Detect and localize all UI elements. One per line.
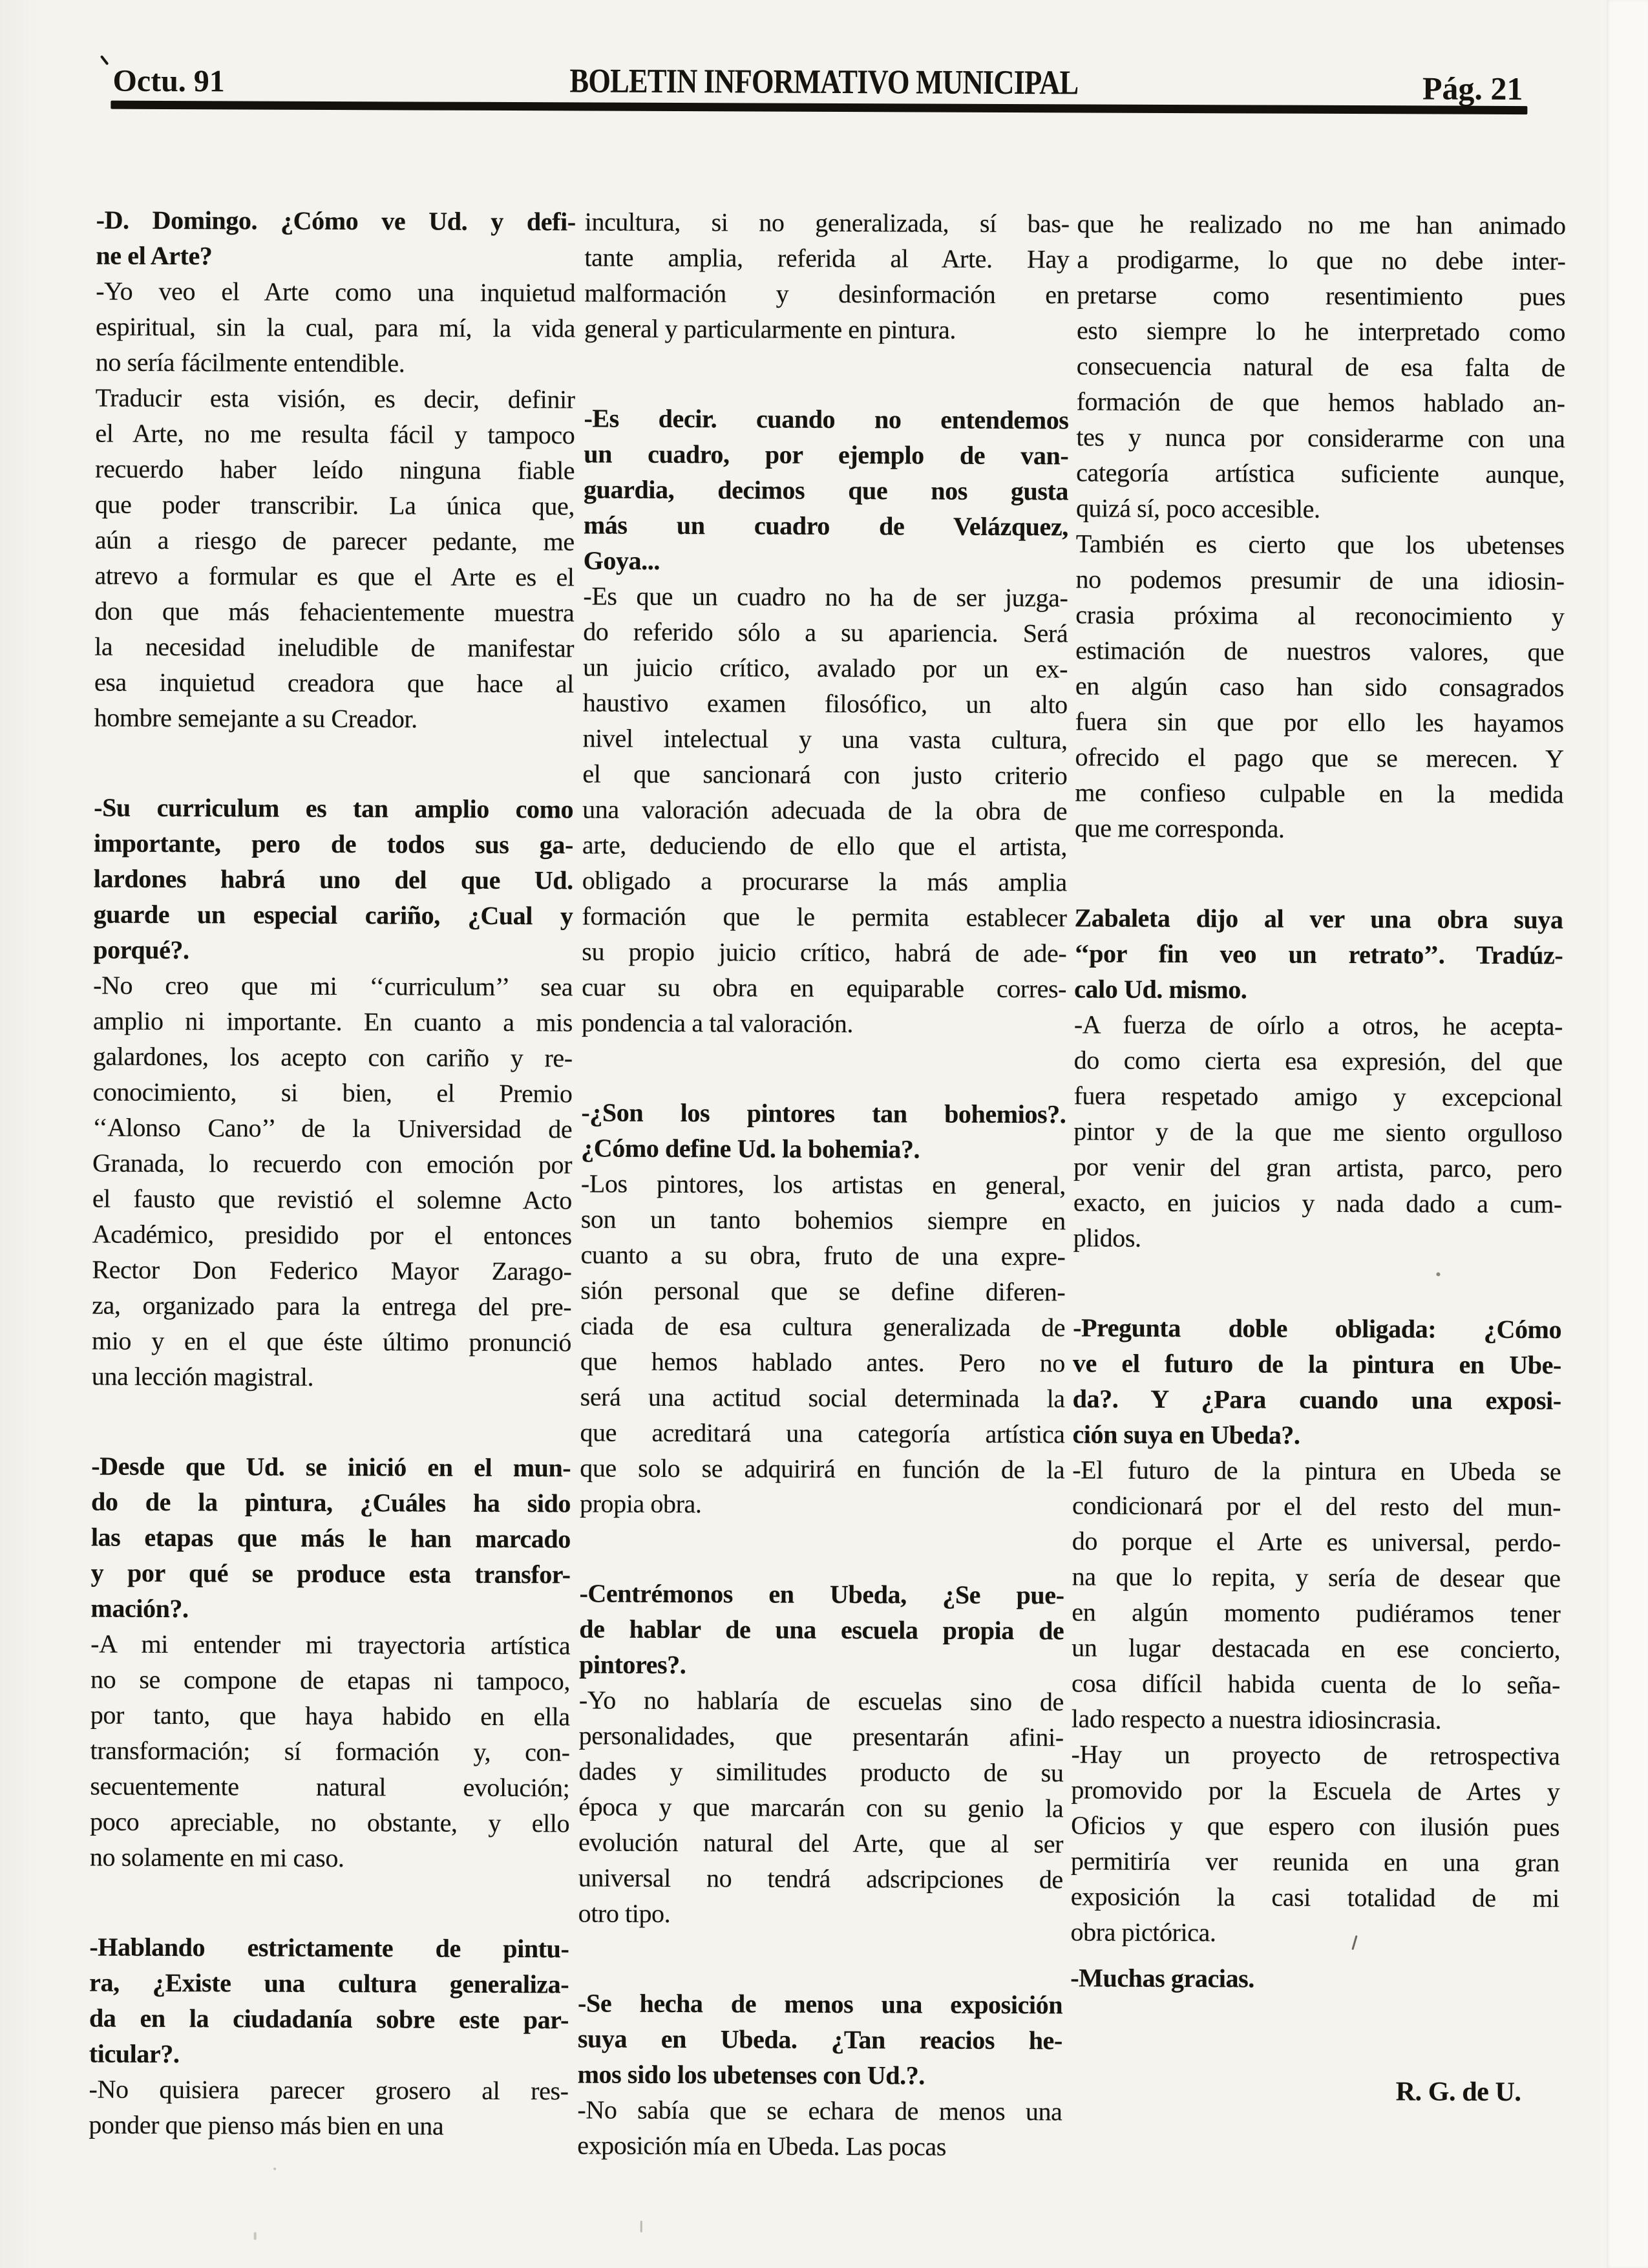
text-line: época y que marcarán con su genio la (578, 1792, 1064, 1823)
text-line: crasia próxima al reconocimiento y (1075, 600, 1565, 631)
text-line: no podemos presumir de una idiosin- (1075, 564, 1565, 596)
text-line: más un cuadro de Velázquez, (583, 510, 1068, 542)
text-line: sión personal que se define diferen- (580, 1275, 1066, 1307)
text-line: ne el Arte? (96, 240, 213, 271)
text-line: hombre semejante a su Creador. (94, 703, 417, 734)
text-line: mio y en el que éste último pronunció (91, 1326, 572, 1357)
newsletter-title (0, 59, 1648, 105)
text-line: Granada, lo recuerdo con emoción por (92, 1148, 573, 1180)
text-line: También es cierto que los ubetenses (1075, 529, 1565, 560)
text-line: un juicio crítico, avalado por un ex- (582, 652, 1068, 684)
text-line: -Hablando estrictamente de pintu- (89, 1932, 569, 1964)
text-line: esto siempre lo he interpretado como (1076, 315, 1566, 347)
text-line: mación?. (90, 1593, 189, 1624)
answer-block (89, 2072, 568, 2145)
text-line: importante, pero de todos sus ga- (93, 828, 574, 860)
text-line: -El futuro de la pintura en Ubeda se (1072, 1455, 1561, 1487)
closing-block (1070, 1960, 1559, 1997)
text-line: ción suya en Ubeda?. (1072, 1419, 1300, 1450)
text-line: transformación; sí formación y, con- (90, 1735, 570, 1767)
text-line: son un tanto bohemios siempre en (580, 1204, 1066, 1236)
text-line: guardia, decimos que nos gusta (584, 474, 1069, 506)
text-line: malformación y desinformación en (584, 278, 1070, 310)
text-line: cuanto a su obra, fruto de una expre- (580, 1240, 1066, 1271)
answer-block (96, 273, 576, 382)
text-line: -Hay un proyecto de retrospectiva (1071, 1739, 1560, 1771)
text-line: arte, deduciendo de ello que el artista, (582, 830, 1068, 862)
text-line: que he realizado no me han animado (1077, 209, 1566, 240)
text-line: pondencia a tal valoración. (581, 1008, 854, 1039)
text-line: personalidades, que presentarán afini- (578, 1721, 1064, 1752)
text-line: -Centrémonos en Ubeda, ¿Se pue- (579, 1578, 1064, 1610)
text-line: suya en Ubeda. ¿Tan reacios he- (577, 2024, 1062, 2055)
text-line: fuera respetado amigo y excepcional (1073, 1081, 1563, 1112)
text-line: cosa difícil habida cuenta de lo seña- (1071, 1668, 1561, 1700)
text-line: recuerdo haber leído ninguna fiable (95, 454, 575, 485)
text-line: general y particularmente en pintura. (584, 313, 956, 344)
text-line: -¿Son los pintores tan bohemios?. (581, 1097, 1066, 1129)
question-block (96, 202, 575, 275)
answer-block (94, 380, 575, 737)
answer-block (578, 1682, 1064, 1933)
page-number: Pág. 21 (1422, 70, 1523, 107)
text-line: -D. Domingo. ¿Cómo ve Ud. y defi- (96, 205, 576, 237)
question-block (89, 1929, 569, 2073)
newsletter-title-text: BOLETIN INFORMATIVO MUNICIPAL (569, 62, 1079, 102)
text-line: una valoración adecuada de la obra de (582, 794, 1068, 826)
answer-block (580, 1165, 1066, 1523)
text-line: no sería fácilmente entendible. (95, 347, 405, 378)
text-line: universal no tendrá adscripciones de (578, 1863, 1063, 1894)
text-line: propia obra. (579, 1489, 702, 1519)
text-line: nivel intelectual y una vasta cultura, (582, 723, 1068, 755)
text-line: Goya... (583, 546, 660, 575)
text-line: mos sido los ubetenses con Ud.?. (577, 2059, 925, 2090)
text-line: que solo se adquirirá en función de la (580, 1453, 1065, 1485)
answer-block (1070, 1736, 1559, 1951)
text-line: Académico, presidido por el entonces (92, 1219, 572, 1251)
text-line: espiritual, sin la cual, para mí, la vida (95, 312, 576, 343)
column-2 (577, 204, 1070, 2165)
text-line: Oficios y que espero con ilusión pues (1071, 1810, 1560, 1842)
text-line: fuera sin que por ello les hayamos (1075, 706, 1564, 738)
text-line: un cuadro, por ejemplo de van- (584, 439, 1069, 471)
text-line: amplio ni importante. En cuanto a mis (92, 1006, 573, 1037)
text-line: -Pregunta doble obligada: ¿Cómo (1073, 1313, 1562, 1344)
text-line: do porque el Arte es universal, perdo- (1072, 1526, 1561, 1558)
text-line: na que lo repita, y sería de desear que (1072, 1562, 1561, 1593)
question-block (1072, 1309, 1561, 1454)
text-line: poco apreciable, no obstante, y ello (90, 1807, 570, 1838)
text-line: no se compone de etapas ni tampoco, (90, 1664, 571, 1696)
text-line: no solamente en mi caso. (89, 1842, 344, 1873)
text-line: quizá sí, poco accesible. (1075, 493, 1320, 524)
text-line: -Es decir. cuando no entendemos (584, 403, 1069, 435)
text-line: tante amplia, referida al Arte. Hay (584, 242, 1070, 274)
question-block (579, 1575, 1064, 1684)
answer-block (92, 968, 573, 1396)
text-line: formación que le permita establecer (582, 901, 1067, 933)
text-line: pintor y de la que me siento orgulloso (1073, 1116, 1563, 1148)
text-line: Zabaleta dijo al ver una obra suya (1074, 903, 1563, 935)
answer-block (1076, 206, 1566, 527)
text-line: secuentemente natural evolución; (90, 1771, 570, 1803)
text-line: -No quisiera parecer grosero al res- (89, 2074, 569, 2106)
text-line: -No sabía que se echara de menos una (577, 2095, 1062, 2126)
text-line: calo Ud. mismo. (1074, 974, 1247, 1004)
text-line: estimación de nuestros valores, que (1075, 635, 1565, 667)
text-line: ‘‘por fin veo un retrato’’. Tradúz- (1074, 938, 1563, 970)
text-line: Traducir esta visión, es decir, definir (95, 383, 575, 414)
answer-block (90, 1626, 570, 1877)
text-line: -No creo que mi ‘‘curriculum’’ sea (93, 970, 573, 1002)
text-line: su propio juicio crítico, habrá de ade- (582, 937, 1067, 968)
column-3 (1070, 206, 1565, 2110)
text-line: aún a riesgo de parecer pedante, me (94, 525, 575, 556)
text-line: do como cierta esa expresión, del que (1073, 1045, 1563, 1077)
text-line: -Su curriculum es tan amplio como (94, 792, 574, 824)
answer-block (1075, 525, 1565, 847)
text-line: galardones, los acepto con cariño y re- (92, 1041, 573, 1073)
text-line: en algún momento pudiéramos tener (1072, 1597, 1561, 1629)
scan-speck (640, 2221, 642, 2232)
text-line: de hablar de una escuela propia de (579, 1614, 1064, 1646)
text-line: ra, ¿Existe una cultura generaliza- (89, 1967, 569, 1999)
text-line: y por qué se produce esta transfor- (90, 1558, 571, 1589)
question-block (584, 400, 1069, 580)
column-1 (89, 202, 576, 2145)
question-block (581, 1094, 1066, 1167)
text-line: don que más fehacientemente muestra (94, 596, 575, 628)
text-line: me confieso culpable en la medida (1075, 778, 1564, 809)
signature: R. G. de U. (1395, 2077, 1521, 2108)
text-line: do referido sólo a su apariencia. Será (583, 617, 1068, 648)
text-line: da?. Y ¿Para cuando una exposi- (1072, 1384, 1561, 1415)
text-line: categoría artística suficiente aunque, (1076, 458, 1565, 489)
text-line: conocimiento, si bien, el Premio (92, 1077, 573, 1108)
text-line: Rector Don Federico Mayor Zarago- (92, 1255, 572, 1286)
text-line: formación de que hemos hablado an- (1076, 387, 1565, 418)
text-line: incultura, si no generalizada, sí bas- (584, 207, 1070, 238)
text-line: ve el futuro de la pintura en Ube- (1072, 1348, 1561, 1380)
text-line: -Los pintores, los artistas en general, (580, 1169, 1066, 1200)
text-line: que me corresponda. (1075, 813, 1285, 843)
text-line: esa inquietud creadora que hace al (94, 667, 575, 699)
text-line: atrevo a formular es que el Arte es el (94, 560, 575, 592)
text-line: tes y nunca por considerarme con una (1076, 422, 1565, 454)
text-line: a prodigarme, lo que no debe inter- (1077, 244, 1566, 276)
text-line: porqué?. (93, 935, 189, 965)
text-line: una lección magistral. (91, 1361, 314, 1392)
answer-block (1073, 1006, 1563, 1257)
text-line: -A mi entender mi trayectoria artística (90, 1629, 571, 1660)
text-line: ciada de esa cultura generalizada de (580, 1311, 1066, 1342)
text-line: exposición mía en Ubeda. Las pocas (577, 2130, 947, 2161)
text-line: la necesidad ineludible de manifestar (94, 631, 575, 663)
text-line: cuar su obra en equiparable corres- (582, 972, 1067, 1004)
text-line: consecuencia natural de esa falta de (1076, 351, 1565, 383)
text-line: que hemos hablado antes. Pero no (580, 1346, 1066, 1378)
text-line: promovido por la Escuela de Artes y (1071, 1775, 1560, 1807)
text-line: ticular?. (89, 2039, 180, 2069)
text-line: por tanto, que haya habido en ella (90, 1700, 570, 1732)
text-line: un lugar destacada en ese concierto, (1072, 1633, 1561, 1664)
text-line: en algún caso han sido consagrados (1075, 671, 1565, 703)
text-line: -A fuerza de oírlo a otros, he acepta- (1073, 1010, 1563, 1041)
text-line: el que sancionará con justo criterio (582, 759, 1068, 790)
text-line: las etapas que más le han marcado (90, 1522, 571, 1554)
question-block (93, 790, 573, 970)
text-line: pretarse como resentimiento pues (1077, 280, 1566, 312)
text-line: do de la pintura, ¿Cuáles ha sido (90, 1487, 571, 1518)
text-line: ‘‘Alonso Cano’’ de la Universidad de (92, 1112, 573, 1144)
text-line: za, organizado para la entrega del pre- (92, 1290, 572, 1322)
text-line: -Yo veo el Arte como una inquietud (96, 276, 576, 308)
text-line: -Muchas gracias. (1070, 1963, 1255, 1993)
text-line: plidos. (1073, 1223, 1141, 1253)
issue-date: Octu. 91 (112, 63, 225, 99)
text-line: haustivo examen filosófico, un alto (582, 688, 1068, 719)
text-line: condicionará por el del resto del mun- (1072, 1490, 1561, 1522)
text-line: obra pictórica. (1070, 1917, 1216, 1947)
text-line: ponder que pienso más bien en una (89, 2110, 444, 2141)
text-line: exposición la casi totalidad de mi (1070, 1881, 1559, 1913)
question-block (1074, 900, 1563, 1008)
answer-block (582, 578, 1068, 1042)
text-line: pintores?. (579, 1649, 686, 1680)
text-line: da en la ciudadanía sobre este par- (89, 2003, 569, 2035)
scan-speck (273, 2168, 276, 2170)
text-line: obligado a procurarse la más amplia (582, 865, 1067, 897)
text-line: -Es que un cuadro no ha de ser juzga- (583, 581, 1068, 613)
text-line: evolución natural del Arte, que al ser (578, 1827, 1064, 1859)
scan-speck (1436, 1273, 1440, 1277)
text-line: ¿Cómo define Ud. la bohemia?. (581, 1133, 920, 1164)
text-line: que poder transcribir. La única que, (94, 489, 575, 521)
text-line: -Se hecha de menos una exposición (578, 1988, 1063, 2020)
text-line: -Yo no hablaría de escuelas sino de (578, 1685, 1064, 1717)
text-line: por venir del gran artista, parco, pero (1073, 1152, 1563, 1183)
question-block (90, 1448, 571, 1628)
text-line: otro tipo. (578, 1898, 671, 1929)
text-line: lardones habrá uno del que Ud. (93, 864, 573, 895)
text-line: dades y similitudes producto de su (578, 1756, 1064, 1788)
text-line: que acreditará una categoría artística (580, 1417, 1065, 1449)
text-line: guarde un especial cariño, ¿Cual y (93, 899, 573, 931)
text-line: será una actitud social determinada la (580, 1382, 1065, 1414)
text-line: el fausto que revistió el solemne Acto (92, 1183, 572, 1215)
text-line: el Arte, no me resulta fácil y tampoco (95, 418, 575, 450)
text-line: lado respecto a nuestra idiosincrasia. (1071, 1704, 1442, 1735)
answer-block (577, 2092, 1062, 2165)
answer-block (584, 204, 1070, 348)
text-line: exacto, en juicios y nada dado a cum- (1073, 1187, 1562, 1219)
scan-speck (254, 2232, 257, 2240)
answer-block (1072, 1452, 1561, 1738)
text-line: permitiría ver reunida en una gran (1070, 1846, 1560, 1878)
question-block (578, 1985, 1063, 2093)
text-line: ofrecido el pago que se merecen. Y (1075, 742, 1564, 774)
text-line: -Desde que Ud. se inició en el mun- (91, 1451, 571, 1483)
